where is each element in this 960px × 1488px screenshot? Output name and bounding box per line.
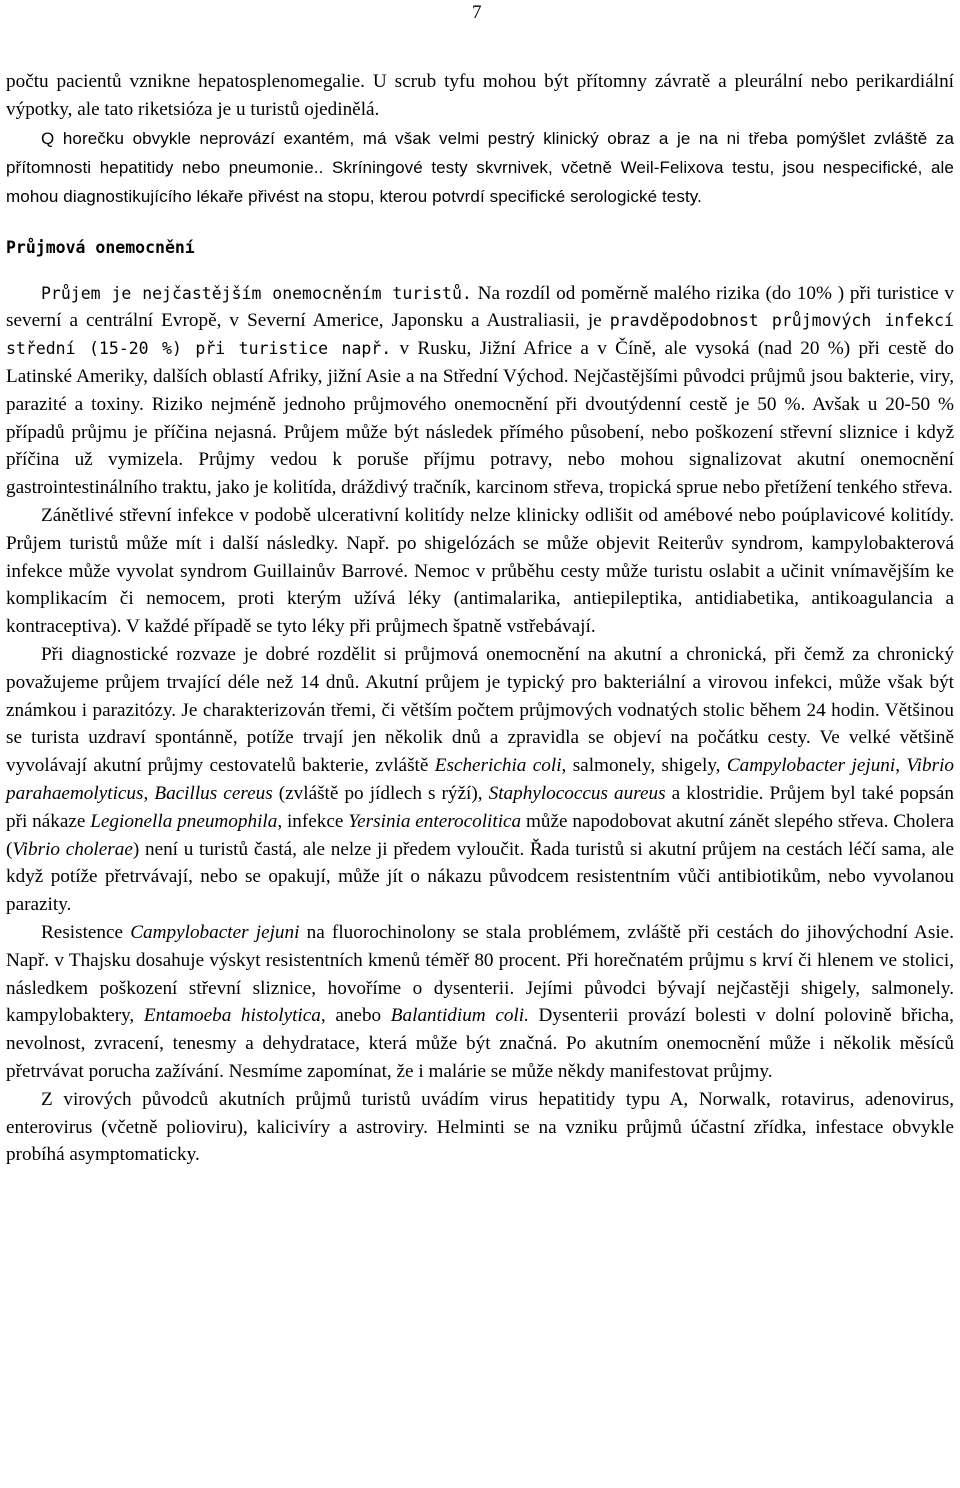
- text-span: (zvláště po jídlech s rýží),: [272, 782, 489, 804]
- text-span: v Rusku, Jižní Africe a v Číně, ale vysoká (nad 20 %) při cestě do Latinské Ameriky, dalších oblastí Afriky, jižní Asie a na Střední Východ.: [6, 338, 954, 387]
- species-name: Entamoeba histolytica,: [143, 1005, 326, 1027]
- text-span-mono: pravděpodobnost průjmových infekcí střední (15-20 %) při turistice např.: [6, 311, 954, 359]
- section-heading-diarrhea: Průjmová onemocnění: [6, 237, 195, 257]
- paragraph-viral: Z virových původců akutních průjmů turistů uvádím virus hepatitidy typu A, Norwalk, rotavirus, adenovirus, enterovirus (včetně polioviru), kalicivíry a astroviry. Helminti se na vzniku průjmů účastní zřídka, infestace obvykle probíhá asymptomaticky.: [6, 1088, 954, 1166]
- paragraph-diarrhea-intro: [6, 280, 954, 502]
- text-span: Dysenterii provází bolesti v dolní polovině břicha, nevolnost, zvracení, tenesmy a dehydratace, která může být značná. Po akutním onemocnění může i několik měsíců přetrvávat porucha zažívání. Nesmíme zapomínat, že i malárie se může někdy manifestovat průjmy.: [6, 1005, 954, 1082]
- species-name: Escherichia coli: [434, 755, 562, 777]
- page-number: 7: [472, 2, 482, 23]
- text-span: ,: [895, 755, 907, 777]
- species-name: Vibrio cholerae: [12, 838, 133, 860]
- paragraph-inflammatory: Zánětlivé střevní infekce v podobě ulcerativní kolitídy nelze klinicky odlišit od amébové nebo poúplavicové kolitídy. Průjem turistů může mít i další následky. Např. po shigelózách se může objevit Reiterův syndrom, kampylobakterová infekce může vyvolat syndrom Guillainův Barrové. Nemoc v průběhu cesty může turistu oslabit a učinit vnímavějším ke komplikacím či nemocem, proti kterým užívá léky (antimalarika, antiepileptika, antidiabetika, antikoagulancia a kontraceptiva). V každé případě se tyto léky při průjmech špatně vstřebávají.: [6, 504, 954, 638]
- text-span: Nejčastějšími původci průjmů jsou bakterie, viry, parazité a toxiny. Riziko nejméně jednoho průjmového onemocnění při dvoutýdenní cestě je 50 %. Avšak u 20-50 % případů průjmu je příčina nejasná. Průjem může být následek přímého působení, nebo poškození střevní sliznice i když příčina už vymizela. Průjmy vedou k poruše příjmu potravy, nebo mohou signalizovat akutní onemocnění gastrointestinálního traktu, jako je kolitída, dráždivý tračník, karcinom střeva, tropická sprue nebo přetížení tenkého střeva.: [6, 365, 954, 499]
- species-name: Balantidium coli.: [390, 1005, 529, 1027]
- text-span: Při diagnostické rozvaze je dobré rozdělit si průjmová onemocnění na akutní a chronická, při čemž za chronický považujeme průjem trvající déle než 14 dnů. Akutní průjem je typický pro bakteriální a virovou infekci, může však být známkou i parazitózy. Je charakterizován třemi, či větším počtem průjmových vodnatých stolic během 24 hodin. Většinou se turista uzdraví spontánně, potíže trvají jen několik dnů a zpravidla se objeví na počátku cesty. Ve velké většině vyvolávají akutní průjmy cestovatelů bakterie, zvláště: [6, 643, 954, 777]
- text-span: Resistence: [41, 921, 131, 943]
- text-span: , salmonely, shigely,: [561, 755, 727, 777]
- species-name: Campylobacter jejuni: [726, 755, 896, 777]
- species-name: Campylobacter jejuni: [130, 921, 300, 943]
- text-span: může napodobovat akutní zánět slepého střeva. Cholera (: [6, 810, 954, 860]
- paragraph-diagnostics: [6, 641, 954, 919]
- text-span: anebo: [325, 1005, 391, 1027]
- species-name: Legionella pneumophila: [90, 810, 278, 832]
- species-name: Vibrio parahaemolyticus, Bacillus cereus: [6, 755, 955, 804]
- text-span: , infekce: [277, 810, 349, 832]
- species-name: Staphylococcus aureus: [488, 782, 666, 804]
- paragraph-rickettsia-end: počtu pacientů vznikne hepatosplenomegalie. U scrub tyfu mohou být přítomny závratě a pleurální nebo perikardiální výpotky, ale tato riketsióza je u turistů ojedinělá.: [6, 71, 954, 120]
- species-name: Yersinia enterocolitica: [348, 810, 522, 832]
- text-span: na fluorochinolony se stala problémem, zvláště při cestách do jihovýchodní Asie. Např. v Thajsku dosahuje výskyt resistentních kmenů téměř 80 procent. Při horečnatém průjmu s krví či hlenem ve stolici, následkem poškození střevní sliznice, hovoříme o dysenterii. Jejími původci bývají nejčastěji shigely, salmonely. kampylobaktery,: [6, 921, 954, 1027]
- paragraph-q-fever: Q horečku obvykle neprovází exantém, má však velmi pestrý klinický obraz a je na ni třeba pomýšlet zvláště za přítomnosti hepatitidy nebo pneumonie.. Skríningové testy skvrnivek, včetně Weil-Felixova testu, jsou nespecifické, ale mohou diagnostikujícího lékaře přivést na stopu, kterou potvrdí specifické serologické testy.: [6, 128, 954, 206]
- text-span: a klostridie. Průjem byl také popsán při nákaze: [6, 782, 954, 832]
- text-span: Na rozdíl od poměrně malého rizika (do 10% ) při turistice v severní a centrální Evropě, v Severní Americe, Japonsku a Australiasii, je: [6, 282, 955, 332]
- intro-sentence: Průjem je nejčastějším onemocněním turistů.: [41, 283, 472, 303]
- document-body: [6, 68, 954, 1169]
- paragraph-resistance: [6, 919, 954, 1086]
- text-span: ) není u turistů častá, ale nelze ji předem vyloučit. Řada turistů si akutní průjem na cestách léčí sama, ale když potíže přetrvávají, nebo se opakují, může jít o nákazu původcem resistentním vůči antibiotikům, nebo vyvolanou parazity.: [6, 838, 954, 916]
